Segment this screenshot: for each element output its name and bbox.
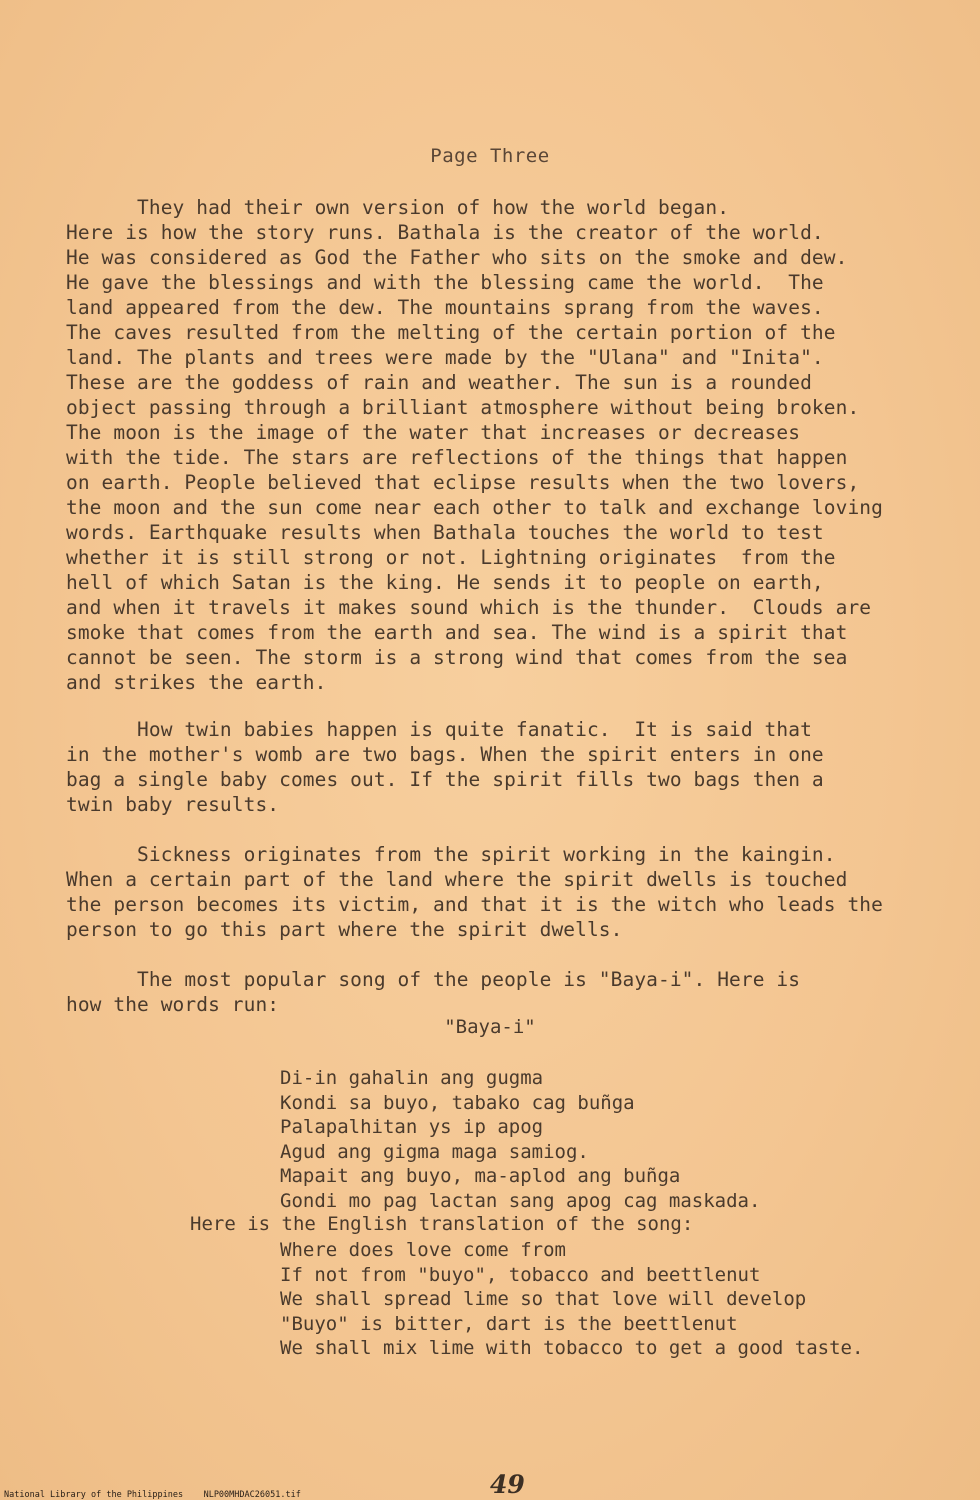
text-line: Here is how the story runs. Bathala is the creator of the world. [66,221,824,244]
verse-line: Palapalhitan ys ip apog [280,1116,544,1138]
text-line: hell of which Satan is the king. He sends it to people on earth, [66,571,824,594]
verse-line: Mapait ang buyo, ma-aplod ang buñga [280,1165,681,1187]
archive-footer: National Library of the Philippines NLP00MHDAC26051.tif [4,1490,301,1500]
translation-intro: Here is the English translation of the song: [190,1213,694,1235]
text-line: They had their own version of how the world began. [66,196,730,219]
paragraph-world-origin [66,195,926,695]
text-line: how the words run: [66,993,280,1016]
text-line: smoke that comes from the earth and sea. The wind is a spirit that [66,621,848,644]
text-line: These are the goddess of rain and weather. The sun is a rounded [66,371,812,394]
text-line: whether it is still strong or not. Lightning originates from the [66,546,836,569]
song-verse-translation [280,1238,960,1361]
song-verse-original [280,1066,960,1213]
text-line: bag a single baby comes out. If the spirit fills two bags then a [66,768,824,791]
page-title: Page Three [430,145,550,167]
verse-line: Di-in gahalin ang gugma [280,1067,544,1089]
page-number: 49 [490,1470,525,1499]
verse-line: Gondi mo pag lactan sang apog cag maskada. [280,1189,761,1212]
text-line: person to go this part where the spirit dwells. [66,918,623,941]
text-line: How twin babies happen is quite fanatic. It is said that [66,718,812,741]
verse-line: If not from "buyo", tobacco and beettlenut [280,1263,761,1286]
paragraph-popular-song [66,967,926,1017]
verse-line: "Buyo" is bitter, dart is the beettlenut [280,1312,738,1335]
text-line: the person becomes its victim, and that it is the witch who leads the [66,893,883,916]
text-line: on earth. People believed that eclipse results when the two lovers, [66,471,860,494]
text-line: When a certain part of the land where the spirit dwells is touched [66,868,848,891]
text-line: land. The plants and trees were made by the "Ulana" and "Inita". [66,346,824,369]
paragraph-sickness [66,842,926,942]
text-line: the moon and the sun come near each other to talk and exchange loving [66,496,883,519]
text-line: Sickness originates from the spirit working in the kaingin. [66,843,836,866]
text-line: The moon is the image of the water that increases or decreases [66,421,801,444]
text-line: words. Earthquake results when Bathala touches the world to test [66,521,824,544]
verse-line: We shall mix lime with tobacco to get a good taste. [280,1337,864,1359]
text-line: He gave the blessings and with the blessing came the world. The [66,271,824,294]
text-line: land appeared from the dew. The mountains sprang from the waves. [66,296,824,319]
verse-line: We shall spread lime so that love will develop [280,1288,807,1310]
text-line: The most popular song of the people is "Baya-i". Here is [66,968,801,991]
text-line: in the mother's womb are two bags. When the spirit enters in one [66,743,824,766]
paragraph-twin-babies [66,717,926,817]
verse-line: Where does love come from [280,1239,566,1261]
text-line: object passing through a brilliant atmosphere without being broken. [66,396,860,419]
text-line: cannot be seen. The storm is a strong wind that comes from the sea [66,646,848,669]
text-line: and when it travels it makes sound which is the thunder. Clouds are [66,596,872,619]
text-line: with the tide. The stars are reflections of the things that happen [66,446,848,469]
verse-line: Agud ang gigma maga samiog. [280,1140,589,1163]
verse-line: Kondi sa buyo, tabako cag buñga [280,1091,635,1114]
text-line: twin baby results. [66,793,280,816]
song-title: "Baya-i" [444,1016,536,1038]
text-line: He was considered as God the Father who sits on the smoke and dew. [66,246,848,269]
text-line: and strikes the earth. [66,671,327,694]
text-line: The caves resulted from the melting of the certain portion of the [66,321,836,344]
